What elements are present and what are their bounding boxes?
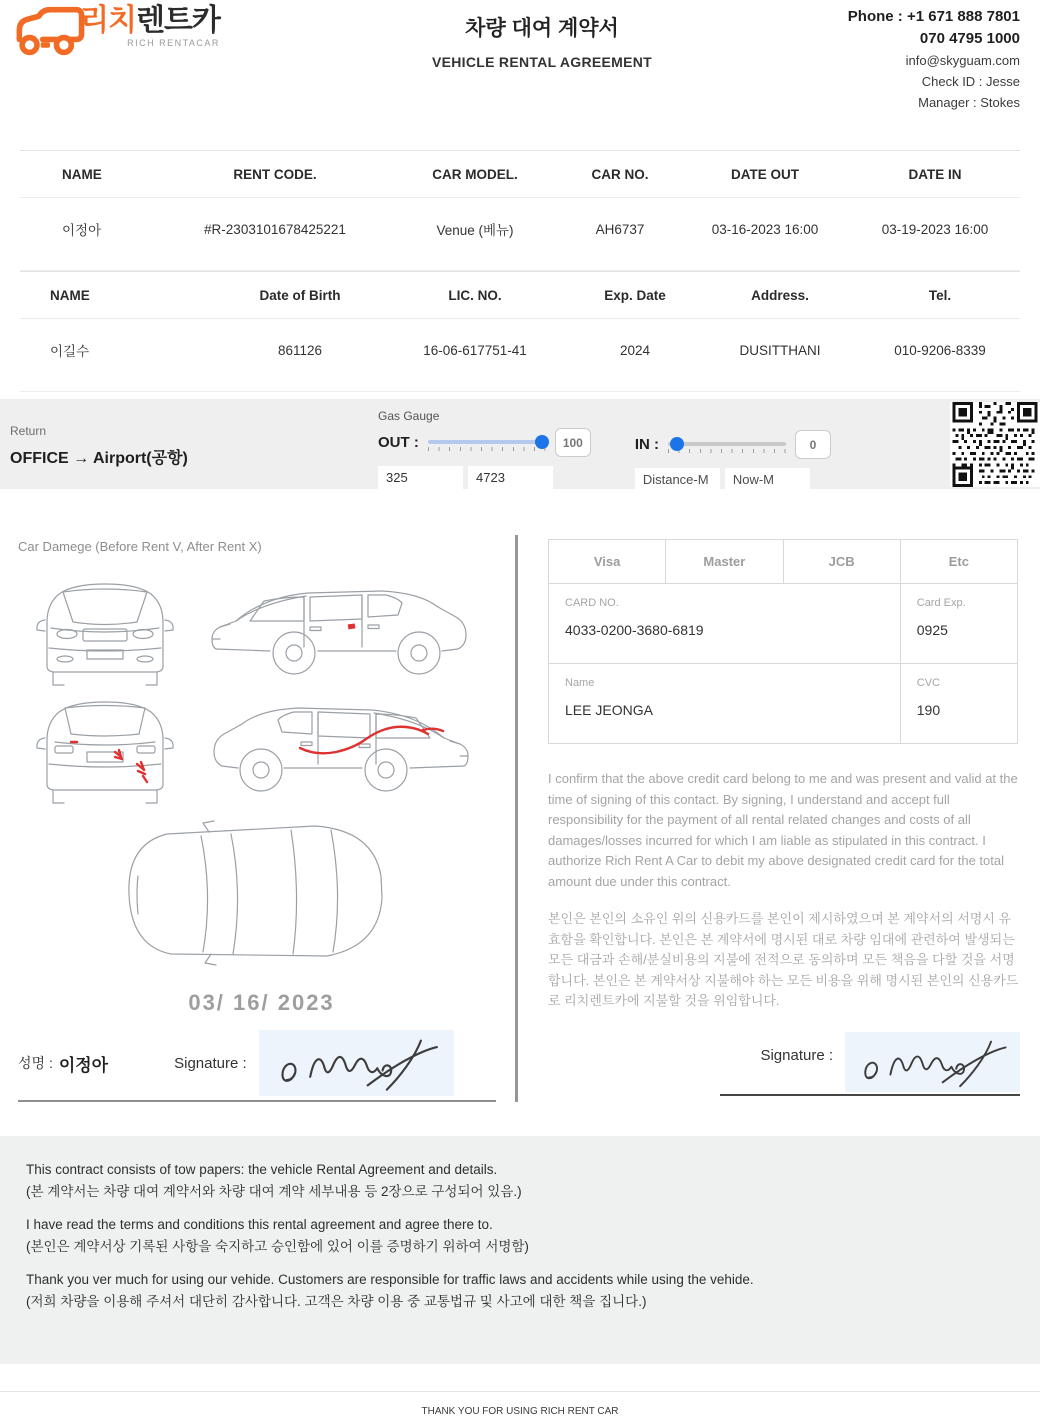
card-holder-label: Name [565,677,595,689]
col-rent-code: RENT CODE. [160,151,390,198]
card-cvc-field [901,664,1018,744]
confirmation-text-english: I confirm that the above credit card belong to me and was present and valid at the time of signing of this contact. By signing, I understand and accept full responsibility for the payment of all rental related changes and costs of all damages/losses incurred for which I am liable as stipulated in this contract. I authorize Rich Rent A Car to debit my above designated credit card for the total amount due under this contract. [548,771,1018,889]
signature-label: Signature : [760,1046,833,1064]
return-route: OFFICE → Airport(공항) [10,450,188,467]
driver-address: DUSITTHANI [700,319,860,392]
email: info@skyguam.com [905,53,1020,68]
col-date-in: DATE IN [850,151,1020,198]
check-id: Check ID : Jesse [921,74,1020,89]
rental-table-row [20,198,1020,271]
logo-text-rentcar: 렌트카 [135,4,220,37]
distance-input[interactable] [635,468,720,491]
note-pair [26,1214,1014,1257]
signature-underline [18,1100,496,1102]
car-model: Venue (베뉴) [390,198,560,271]
driver-lic-no: 16-06-617751-41 [380,319,570,392]
qr-code-image [950,402,1040,487]
gauge-out-label: OUT : [378,434,419,451]
col-address: Address. [700,272,860,319]
odometer-end-input[interactable] [468,466,553,489]
page-title-english: VEHICLE RENTAL AGREEMENT [431,54,653,70]
logo-truck-icon [14,6,86,58]
col-car-model: CAR MODEL. [390,151,560,198]
return-gas-band [0,399,1040,489]
card-type-visa[interactable]: Visa [549,540,666,584]
driver-name: 이길수 [20,319,220,392]
manager: Manager : Stokes [918,95,1020,110]
note-korean: (본인은 계약서상 기록된 사항을 숙지하고 승인함에 있어 이를 증명하기 위하여 서명함) [26,1238,529,1254]
card-holder-value: LEE JEONGA [565,702,653,718]
gauge-out-slider-thumb[interactable] [535,435,549,449]
confirmation-text-korean: 본인은 본인의 소유인 위의 신용카드를 본인이 제시하였으며 본 계약서의 서명시 유효함을 확인합니다. 본인은 본 계약서에 명시된 대로 차량 임대에 관련하여 발생되는 모든 대금과 손해/분실비용의 지불에 전적으로 동의하며 모든 책음을 다할 것을 서명합니다. 본인은 본 계약서상 지불해야 하는 모든 비용을 위해 명시된 본인의 신용카드로 리치렌트카에 지불할 것을 위임합니다. [548,911,1019,1008]
logo [14,6,314,58]
card-number-label: CARD NO. [565,597,619,609]
date-out: 03-16-2023 16:00 [680,198,850,271]
driver-table-header-row [20,272,1020,319]
date-in: 03-19-2023 16:00 [850,198,1020,271]
card-cvc-value: 190 [916,702,941,718]
card-number-field [549,584,901,664]
driver-info-table [20,271,1020,392]
gas-gauge-label: Gas Gauge [378,409,440,423]
card-holder-field [549,664,901,744]
rental-info-table [20,150,1020,271]
signature-pad[interactable] [259,1030,454,1096]
signature-image [259,1030,454,1096]
col-car-no: CAR NO. [560,151,680,198]
card-exp-value: 0925 [916,622,948,638]
credit-card-table [548,539,1018,744]
car-damage-diagram[interactable] [18,556,498,984]
driver-table-row [20,319,1020,392]
odometer-start-input[interactable] [378,466,463,489]
col-exp-date: Exp. Date [570,272,700,319]
header [0,0,1040,150]
signature-image [845,1032,1020,1092]
note-english: I have read the terms and conditions this rental agreement and agree there to. [26,1217,493,1232]
main-content [0,535,1040,1102]
card-type-etc[interactable]: Etc [901,540,1018,584]
card-type-jcb[interactable]: JCB [784,540,901,584]
thank-you-line: THANK YOU FOR USING RICH RENT CAR [421,1405,619,1417]
logo-text-rich: 리치 [80,4,136,37]
driver-tel: 010-9206-8339 [860,319,1020,392]
col-dob: Date of Birth [220,272,380,319]
driver-exp-date: 2024 [570,319,700,392]
card-cvc-label: CVC [916,677,940,689]
car-no: AH6737 [560,198,680,271]
driver-dob: 861126 [220,319,380,392]
col-tel: Tel. [860,272,1020,319]
logo-subtitle: RICH RENTACAR [127,38,220,48]
payment-section [518,535,1040,1102]
card-exp-label: Card Exp. [916,597,966,609]
signature-pad[interactable] [845,1032,1020,1092]
card-type-master[interactable]: Master [666,540,783,584]
rent-code: #R-2303101678425221 [160,198,390,271]
col-date-out: DATE OUT [680,151,850,198]
note-english: This contract consists of tow papers: the vehicle Rental Agreement and details. [26,1162,498,1177]
gas-gauge-area [378,399,831,489]
renter-signature-row [18,1030,505,1096]
page-title-korean: 차량 대여 계약서 [465,17,619,40]
note-pair [26,1269,1014,1312]
rental-table-header-row [20,151,1020,198]
gauge-in-slider-thumb[interactable] [670,437,684,451]
signer-name: 이정아 [58,1055,109,1075]
contract-notes [0,1136,1040,1364]
gauge-out-slider[interactable] [428,435,546,451]
gauge-out-ticks [428,447,546,451]
gauge-in-slider[interactable] [668,437,786,453]
card-exp-field [901,584,1018,664]
contract-date: 03/ 16/ 2023 [188,990,335,1015]
cardholder-signature-row [548,1032,1020,1092]
phone-primary: Phone : +1 671 888 7801 [847,8,1020,25]
col-driver-name: NAME [20,272,220,319]
gauge-in-label: IN : [634,436,659,453]
car-damage-section [0,535,515,1102]
card-number-value: 4033-0200-3680-6819 [565,622,704,638]
signature-label: Signature : [174,1054,247,1072]
contact-block [770,6,1020,113]
note-english: Thank you ver much for using our vehide. Customers are responsible for traffic laws and accidents while using the vehide. [26,1272,754,1287]
gauge-in-value[interactable]: 0 [795,430,831,459]
car-damage-label: Car Damege (Before Rent V, After Rent X) [18,539,262,554]
note-korean: (저희 차량을 이용해 주셔서 대단히 감사합니다. 고객은 차량 이용 중 교통법규 및 사고에 대한 책을 집니다.) [26,1293,647,1309]
gauge-in-ticks [668,449,786,453]
now-input[interactable] [725,468,810,491]
return-label: Return [10,424,47,438]
note-pair [26,1159,1014,1202]
card-type-header [549,540,1018,584]
signature-underline [720,1094,1020,1096]
col-lic-no: LIC. NO. [380,272,570,319]
renter-name: 이정아 [20,198,160,271]
col-name: NAME [20,151,160,198]
name-label: 성명 : [18,1055,53,1071]
phone-secondary: 070 4795 1000 [919,30,1020,47]
gauge-out-value[interactable]: 100 [555,428,591,457]
note-korean: (본 계약서는 차량 대여 계약서와 차량 대여 계약 세부내용 등 2장으로 구성되어 있음.) [26,1183,522,1199]
